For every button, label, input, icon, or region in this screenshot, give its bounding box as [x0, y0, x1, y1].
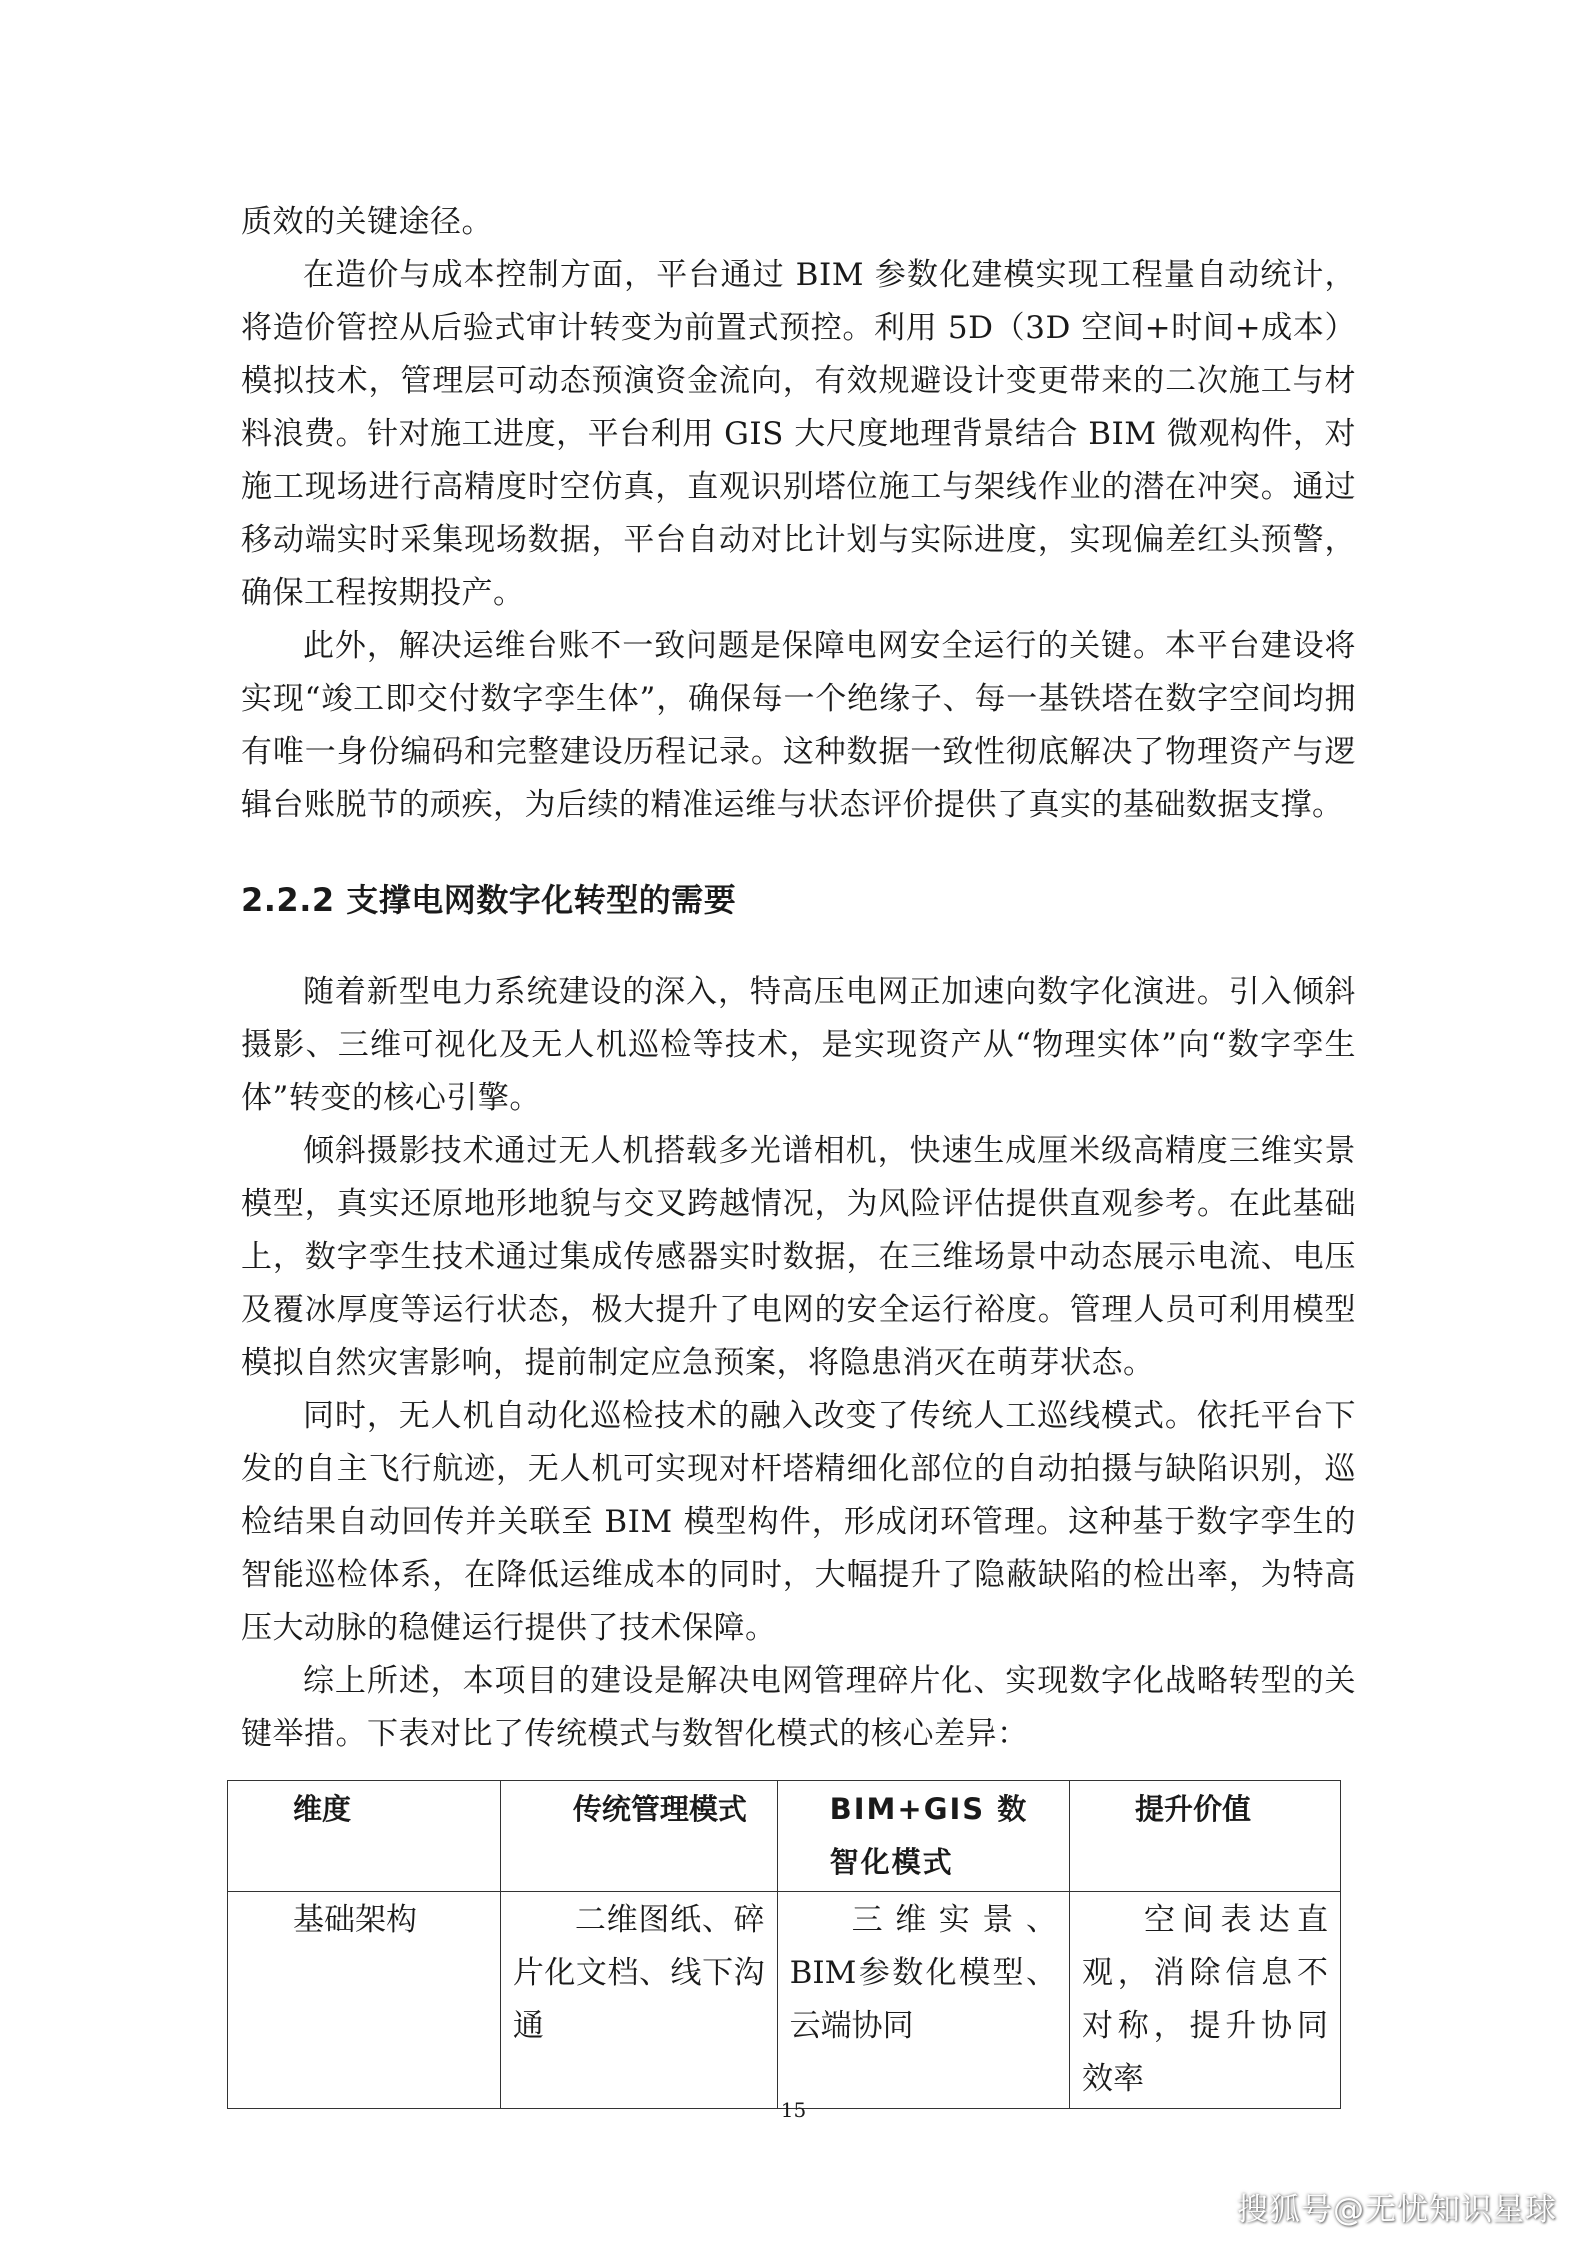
paragraph-operations-ledger: 此外，解决运维台账不一致问题是保障电网安全运行的关键。本平台建设将实现“竣工即交付数字孪生体”，确保每一个绝缘子、每一基铁塔在数字空间均拥有唯一身份编码和完整建设历程记录。这种数据一致性彻底解决了物理资产与逻辑台账脱节的顽疾，为后续的精准运维与状态评价提供了真实的基础数据支撑。	[241, 628, 1356, 823]
paragraph-continuation: 质效的关键途径。	[241, 204, 493, 240]
table-cell	[500, 1892, 777, 2109]
paragraph-digital-evolution: 随着新型电力系统建设的深入，特高压电网正加速向数字化演进。引入倾斜摄影、三维可视化及无人机巡检等技术，是实现资产从“物理实体”向“数字孪生体”转变的核心引擎。	[241, 974, 1356, 1116]
table-cell	[777, 1892, 1069, 2109]
paragraph-cost-control: 在造价与成本控制方面，平台通过 BIM 参数化建模实现工程量自动统计，将造价管控从后验式审计转变为前置式预控。利用 5D（3D 空间+时间+成本）模拟技术，管理层可动态预演资金流向，有效规避设计变更带来的二次施工与材料浪费。针对施工进度，平台利用 GIS 大尺度地理背景结合 BIM 微观构件，对施工现场进行高精度时空仿真，直观识别塔位施工与架线作业的潜在冲突。通过移动端实时采集现场数据，平台自动对比计划与实际进度，实现偏差红头预警，确保工程按期投产。	[241, 257, 1356, 611]
table-cell	[1069, 1892, 1340, 2109]
section-heading: 2.2.2 支撑电网数字化转型的需要	[241, 881, 737, 919]
table-header-cell: 维度	[228, 1781, 501, 1892]
table-header-cell: BIM+GIS 数智化模式	[777, 1781, 1069, 1892]
table-cell-text: 二维图纸、碎片化文档、线下沟通	[512, 1902, 765, 2044]
table-header-row	[228, 1781, 1341, 1892]
table-header-cell: 提升价值	[1069, 1781, 1340, 1892]
table-cell-text: 空间表达直观，消除信息不对称，提升协同效率	[1081, 1902, 1328, 2097]
watermark: 搜狐号@无忧知识星球	[1237, 2192, 1557, 2228]
document-body	[241, 196, 1356, 1761]
table-cell-text: 三维实景、BIM参数化模型、云端协同	[789, 1902, 1057, 2044]
table-header-cell: 传统管理模式	[500, 1781, 777, 1892]
paragraph-drone-inspection: 同时，无人机自动化巡检技术的融入改变了传统人工巡线模式。依托平台下发的自主飞行航迹，无人机可实现对杆塔精细化部位的自动拍摄与缺陷识别，巡检结果自动回传并关联至 BIM 模型构件，形成闭环管理。这种基于数字孪生的智能巡检体系，在降低运维成本的同时，大幅提升了隐蔽缺陷的检出率，为特高压大动脉的稳健运行提供了技术保障。	[241, 1398, 1356, 1646]
paragraph-oblique-photography: 倾斜摄影技术通过无人机搭载多光谱相机，快速生成厘米级高精度三维实景模型，真实还原地形地貌与交叉跨越情况，为风险评估提供直观参考。在此基础上，数字孪生技术通过集成传感器实时数据，在三维场景中动态展示电流、电压及覆冰厚度等运行状态，极大提升了电网的安全运行裕度。管理人员可利用模型模拟自然灾害影响，提前制定应急预案，将隐患消灭在萌芽状态。	[241, 1133, 1356, 1381]
page-number: 15	[780, 2098, 807, 2122]
table-row	[228, 1892, 1341, 2109]
comparison-table	[227, 1780, 1341, 2109]
paragraph-summary: 综上所述，本项目的建设是解决电网管理碎片化、实现数字化战略转型的关键举措。下表对比了传统模式与数智化模式的核心差异：	[241, 1663, 1356, 1752]
table-cell: 基础架构	[228, 1892, 501, 2109]
